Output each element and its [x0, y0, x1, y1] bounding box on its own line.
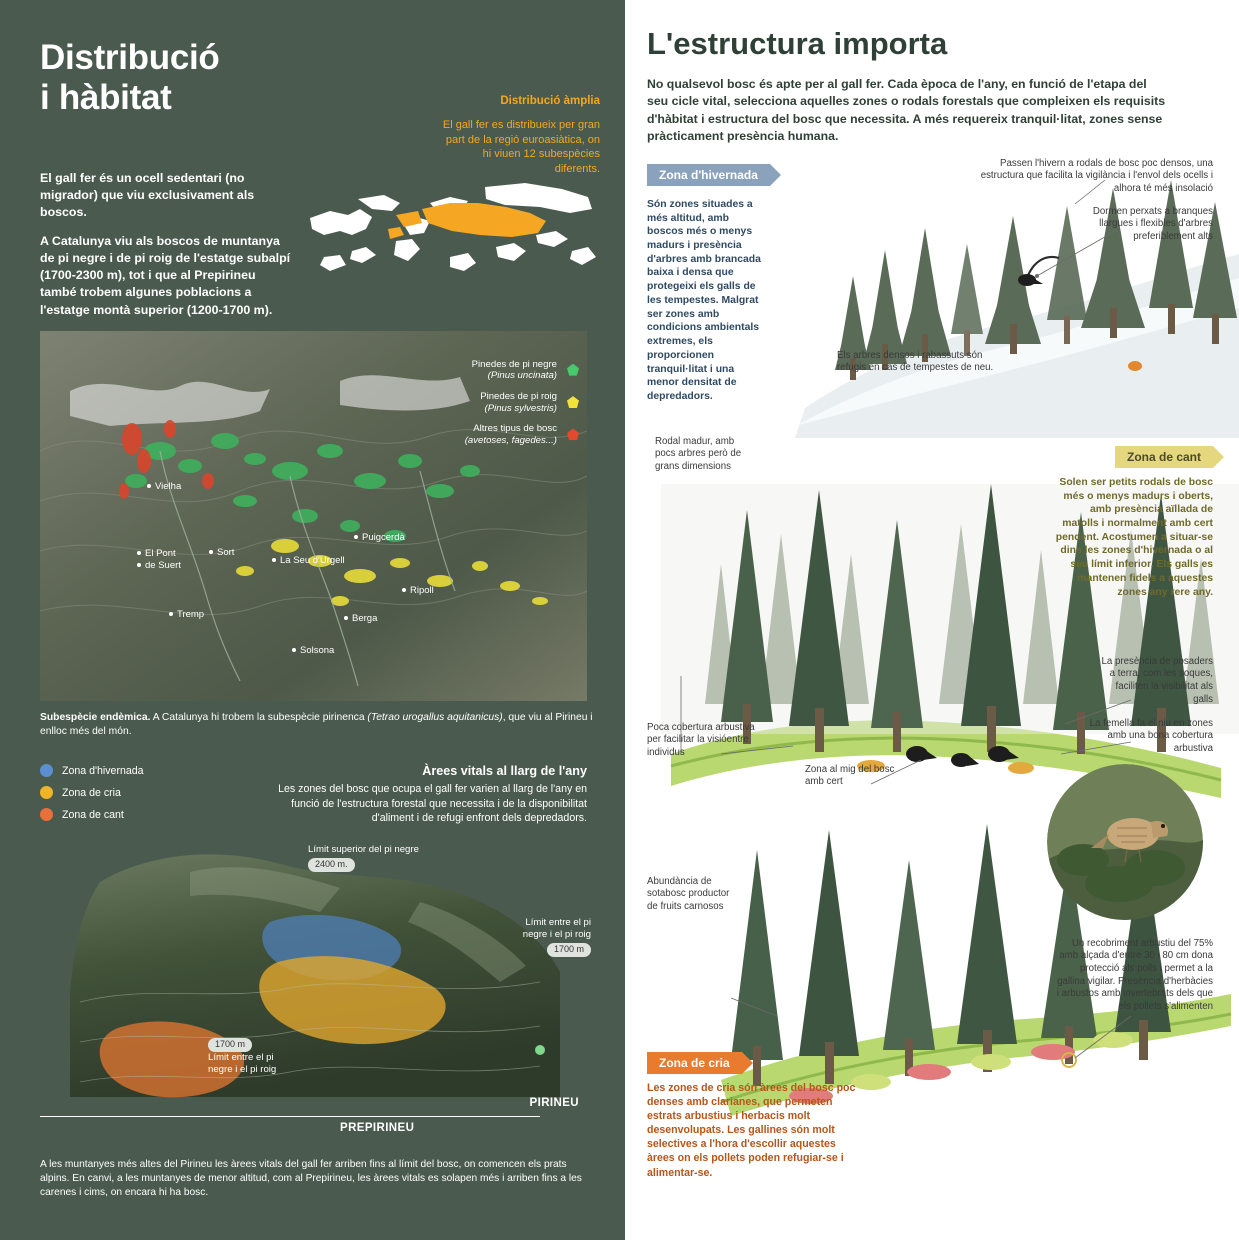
song-tag-label: Zona de cant: [1115, 446, 1213, 468]
habitat-map-legend: [465, 359, 579, 456]
city-label-la-seu: La Seu d'Urgell: [280, 554, 345, 566]
vital-legend-item-cria: [40, 786, 259, 799]
winter-note-right: Dormen perxats a branques llargues i flexibles d'arbres preferiblement alts: [1092, 205, 1213, 243]
legend-item-altres: [465, 423, 579, 446]
song-note-bottom-mid: Zona al mig del bosc amb cert: [805, 763, 895, 788]
legend-marker-green-icon: [567, 364, 579, 376]
vital-legend-item-hivernada: [40, 764, 259, 777]
terrain-divider-line: [40, 1116, 540, 1117]
page-title-line2: i hàbitat: [40, 77, 172, 117]
winter-note-bottom: Els arbres densos i rabassuts són refugis en cas de tempestes de neu.: [837, 349, 994, 374]
vital-title: Àrees vitals al llarg de l'any: [422, 764, 587, 779]
left-bottom-note: A les muntanyes més altes del Pirineu les àrees vitals del gall fer arriben fins al límit del bosc, on comencen els prats alpins. En canvi, a les muntanyes de menor altitud, com al Prepirineu, les àrees vitals es solapen més i arriben fins a les carenes i cims, on encara hi ha bosc.: [40, 1158, 582, 1198]
world-map-icon: [300, 173, 600, 293]
song-note-right-1: La presència de posaders a terra, com les soques, faciliten la visibilitat als galls: [1101, 655, 1213, 705]
legend-label-pi-negre: Pinedes de pi negre: [471, 358, 557, 370]
city-label-solsona: Solsona: [300, 644, 335, 656]
legend-marker-red-icon: [567, 428, 579, 440]
winter-tag-label: Zona d'hivernada: [647, 164, 770, 186]
map-caption-rest1: A Catalunya hi trobem la subespècie pirinenca: [150, 711, 368, 723]
vital-label-cria: Zona de cria: [62, 786, 121, 799]
terrain-upper-limit-value: 2400 m.: [308, 858, 355, 871]
winter-tag: [647, 164, 770, 186]
vital-areas-block: [40, 764, 587, 830]
legend-marker-yellow-icon: [567, 396, 579, 408]
song-tag: [1115, 446, 1213, 468]
distribution-text: El gall fer es distribueix per gran part de la regió euroasiàtica, on hi viuen 12 subespècies diferents.: [442, 119, 600, 175]
terrain-label-left-limit: [208, 1036, 328, 1075]
vital-dot-hivernada-icon: [40, 764, 53, 777]
legend-item-pi-roig: [465, 391, 579, 414]
intro-paragraph-1: El gall fer és un ocell sedentari (no migrador) que viu exclusivament als boscos.: [40, 170, 255, 219]
right-panel: [625, 0, 1239, 1240]
terrain-3d-graphic: [40, 842, 587, 1117]
breeding-section: [647, 810, 1213, 1179]
vital-legend-item-cant: [40, 808, 259, 821]
winter-scene-graphic: [775, 158, 1239, 438]
map-caption-bold: Subespècie endèmica.: [40, 711, 151, 723]
right-intro: No qualsevol bosc és apte per al gall fer. Cada època de l'any, en funció de l'etapa del seu cicle vital, selecciona aquelles zones o rodals forestals que compleixen els requisits d'hàbitat i estructura del bosc que necessita. A més requereix tranquil·litat, zones sense pràcticament presència humana.: [647, 77, 1166, 144]
legend-sub-pi-negre: (Pinus uncinata): [487, 370, 557, 382]
terrain-3d-block: [40, 842, 591, 1147]
city-label-de-suert: de Suert: [145, 559, 181, 571]
terrain-left-limit-2: negre i el pi roig: [208, 1063, 277, 1075]
vital-text: Les zones del bosc que ocupa el gall fer varien al llarg de l'any en funció de l'estructura forestal que necessita i de la disponibilitat d'aliment i de refugi enfront dels depredadors.: [278, 783, 587, 825]
breeding-tag: [647, 1052, 742, 1074]
song-note-bottom-left: Poca cobertura arbustiva per facilitar la visióentre individus: [647, 721, 755, 759]
city-label-el-pont: El Pont: [145, 547, 176, 559]
map-caption-italic: (Tetrao urogallus aquitanicus): [367, 711, 503, 723]
terrain-label-pirineu: PIRINEU: [529, 1097, 579, 1110]
map-caption-rest2: , que viu al Pirineu i enlloc més del món.: [40, 711, 593, 737]
breeding-note-right: Un recobriment arbustiu del 75% amb alçada d'entre 30 i 80 cm dona protecció als polls i permet a la gallina vigilar. Presència d'herbàcies i arbustos amb invertebrats dels que els pollets s'alimenten: [1056, 937, 1213, 1012]
city-label-tremp: Tremp: [177, 608, 205, 620]
terrain-left-limit-1: Límit entre el pi: [208, 1051, 274, 1063]
intro-paragraph-2: A Catalunya viu als boscos de muntanya de pi negre i de pi roig de l'estatge subalpí (1700-2300 m), tot i que al Prepirineu també trobem algunes poblacions a l'estatge montà superior (1200-1700 m).: [40, 234, 291, 317]
city-label-ripoll: Ripoll: [410, 584, 434, 596]
city-label-puigcerda: Puigcerdà: [362, 531, 405, 543]
breeding-note-left: Abundància de sotabosc productor de fruits carnosos: [647, 875, 730, 913]
city-label-sort: Sort: [217, 546, 235, 558]
terrain-right-limit-1: Límit entre el pi: [525, 917, 591, 929]
terrain-right-limit-2: negre i el pi roig: [522, 929, 591, 941]
city-label-berga: Berga: [352, 612, 378, 624]
song-note-right-2: La femella fa el niu en zones amb una bona cobertura arbustiva: [1089, 717, 1213, 755]
vital-dot-cant-icon: [40, 808, 53, 821]
page-title-line1: Distribució: [40, 38, 220, 77]
terrain-right-limit-value: 1700 m: [547, 943, 591, 956]
legend-sub-altres: (avetoses, fagedes...): [464, 435, 557, 447]
breeding-tag-label: Zona de cria: [647, 1052, 742, 1074]
winter-section: [647, 158, 1213, 438]
terrain-left-limit-value: 1700 m: [208, 1038, 252, 1051]
song-blurb: Solen ser petits rodals de bosc més o menys madurs i oberts, amb presència aïllada de matolls i normalment amb cert pendent. Acostumen a situar-se dins les zones d'hivernada o al seu límit inferior. Els galls es mantenen fidels a aquestes zones any rere any.: [1055, 476, 1213, 598]
chick-photo-inset: [1047, 764, 1203, 920]
vital-label-cant: Zona de cant: [62, 808, 124, 821]
song-note-left: Rodal madur, amb pocs arbres però de grans dimensions: [655, 435, 742, 473]
terrain-label-prepirineu: PREPIRINEU: [340, 1122, 415, 1135]
map-caption: [40, 711, 600, 739]
city-label-vielha: Vielha: [155, 480, 182, 492]
song-section: [647, 435, 1213, 806]
terrain-label-upper-limit: [308, 844, 468, 871]
right-title: L'estructura importa: [647, 26, 948, 61]
legend-item-pi-negre: [465, 359, 579, 382]
legend-sub-pi-roig: (Pinus sylvestris): [484, 402, 557, 414]
breeding-blurb: Les zones de cria són àrees del bosc poc denses amb clarianes, que permeten estrats arbustius i herbacis molt desenvolupats. Les gallines són molt selectives a l'hora d'escollir aquestes àrees on els pollets poden refugiar-se i alimentar-se.: [647, 1081, 856, 1179]
winter-note-top: Passen l'hivern a rodals de bosc poc densos, una estructura que facilita la vigilància i l'envol dels ocells i alhora té més insolació: [980, 157, 1213, 195]
terrain-upper-limit-text: Límit superior del pi negre: [308, 844, 419, 856]
distribution-title: Distribució àmplia: [500, 95, 600, 107]
vital-dot-cria-icon: [40, 786, 53, 799]
vital-label-hivernada: Zona d'hivernada: [62, 764, 144, 777]
legend-label-pi-roig: Pinedes de pi roig: [480, 391, 557, 403]
distribution-map-block: [300, 95, 600, 310]
vital-legend: [40, 764, 259, 830]
habitat-map: [40, 331, 587, 701]
vital-text-block: [259, 764, 587, 830]
legend-label-altres: Altres tipus de bosc: [473, 423, 557, 435]
terrain-label-right-limit: [495, 917, 591, 956]
winter-blurb: Són zones situades a més altitud, amb boscos més o menys madurs i presència d'arbres amb brancada baixa i densa que protegeixi els galls de les tempestes. Malgrat ser zones amb condicions ambientals extremes, els proporcionen tranquil·litat i una menor densitat de depredadors.: [647, 198, 761, 403]
